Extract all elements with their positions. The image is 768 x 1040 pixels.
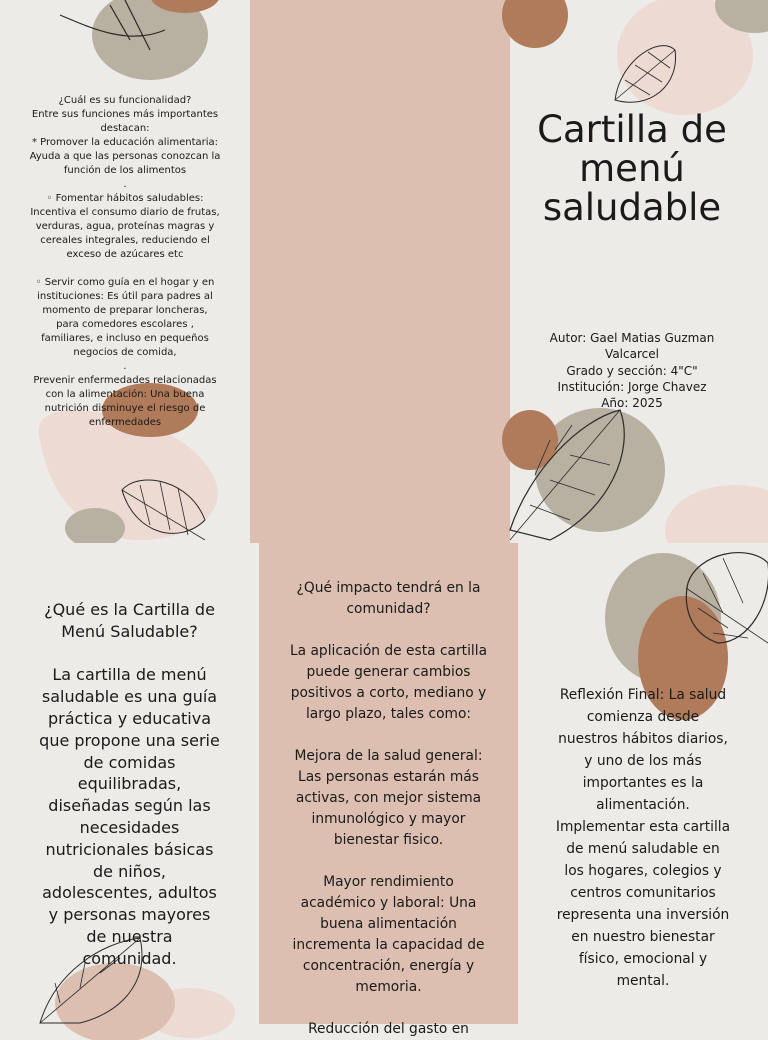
functions-line: cereales integrales, reduciendo el	[40, 235, 210, 246]
impact-line: Reducción del gasto en	[308, 1021, 469, 1037]
functions-line: función de los alimentos	[63, 165, 187, 176]
panel-blank-pink	[250, 0, 510, 543]
cover-grade: Grado y sección: 4"C"	[566, 363, 698, 378]
functions-line: * Promover la educación alimentaria:	[31, 137, 219, 148]
functions-line: instituciones: Es útil para padres al	[37, 291, 213, 302]
functions-line: para comedores escolares ,	[56, 319, 194, 330]
what-line: adolescentes, adultos	[42, 883, 217, 903]
cover-year: Año: 2025	[601, 396, 663, 411]
reflection-line: comienza desde	[586, 709, 700, 725]
functions-line: Ayuda a que las personas conozcan la	[29, 151, 221, 162]
reflection-line: los hogares, colegios y	[564, 863, 722, 879]
what-line: de nuestra	[86, 926, 173, 946]
what-heading: ¿Qué es la Cartilla de	[44, 600, 215, 619]
functions-line: verduras, agua, proteínas magras y	[35, 221, 215, 232]
what-line: que propone una serie	[39, 730, 220, 750]
what-line: comunidad.	[82, 948, 177, 968]
panel-what	[0, 543, 259, 1024]
what-line: práctica y educativa	[47, 708, 212, 728]
functions-line: Entre sus funciones más importantes	[31, 109, 219, 120]
functions-line: .	[123, 361, 127, 372]
functions-line: ◦ Fomentar hábitos saludables:	[46, 193, 204, 204]
impact-text	[269, 578, 508, 1040]
impact-line: positivos a corto, mediano y	[290, 685, 487, 701]
functions-line: Incentiva el consumo diario de frutas,	[30, 207, 220, 218]
impact-line: largo plazo, tales como:	[305, 706, 472, 722]
functions-line: .	[123, 179, 127, 190]
what-line: necesidades	[79, 817, 180, 837]
reflection-line: centros comunitarios	[570, 885, 716, 901]
functions-text	[15, 94, 235, 430]
cover-title	[510, 110, 754, 227]
impact-line: buena alimentación	[320, 916, 457, 932]
panel-functions	[0, 0, 250, 543]
reflection-line: representa una inversión	[556, 907, 730, 923]
impact-line: inmunológico y mayor	[311, 811, 466, 827]
reflection-line: de menú saludable en	[566, 841, 720, 857]
impact-line: Mejora de la salud general:	[294, 748, 483, 764]
reflection-line: mental.	[616, 973, 670, 989]
impact-line: Las personas estarán más	[298, 769, 479, 785]
functions-line: ◦ Servir como guía en el hogar y en	[35, 277, 215, 288]
impact-line: puede generar cambios	[306, 664, 471, 680]
what-text	[10, 599, 249, 970]
what-line: equilibradas,	[77, 774, 182, 794]
functions-line: enfermedades	[88, 417, 162, 428]
what-line: La cartilla de menú	[52, 665, 207, 685]
what-line: de comidas	[83, 752, 176, 772]
impact-line: memoria.	[355, 979, 422, 995]
functions-line: con la alimentación: Una buena	[45, 389, 205, 400]
cover-author: Autor: Gael Matias Guzman	[549, 331, 715, 345]
reflection-line: Reflexión Final: La salud	[559, 687, 727, 703]
impact-line: bienestar fisico.	[333, 832, 444, 848]
reflection-line: nuestros hábitos diarios,	[558, 731, 728, 747]
reflection-line: importantes es la	[582, 775, 704, 791]
reflection-line: físico, emocional y	[578, 951, 708, 967]
functions-line: exceso de azúcares etc	[66, 249, 184, 260]
functions-line: nutrición disminuye el riesgo de	[44, 403, 206, 414]
cover-title-line: saludable	[542, 186, 722, 229]
cover-author-cont: Valcarcel	[605, 347, 659, 362]
cover-meta	[510, 330, 754, 411]
panel-reflection	[518, 543, 768, 1024]
reflection-line: alimentación.	[596, 797, 690, 813]
what-line: y personas mayores	[48, 905, 211, 925]
decorative-leaves	[510, 0, 768, 543]
reflection-line: y uno de los más	[584, 753, 702, 769]
impact-line: activas, con mejor sistema	[295, 790, 482, 806]
cover-title-line: menú	[579, 147, 685, 190]
cover-institution: Institución: Jorge Chavez	[557, 379, 707, 394]
impact-line: incrementa la capacidad de	[292, 937, 485, 953]
what-line: nutricionales básicas	[45, 839, 214, 859]
impact-heading: ¿Qué impacto tendrá en la	[296, 580, 481, 596]
impact-line: académico y laboral: Una	[300, 895, 477, 911]
reflection-text	[528, 684, 758, 992]
functions-line: destacan:	[100, 123, 150, 134]
impact-line: La aplicación de esta cartilla	[289, 643, 488, 659]
what-line: diseñadas según las	[48, 796, 211, 816]
functions-line: negocios de comida,	[73, 347, 177, 358]
reflection-line: Implementar esta cartilla	[555, 819, 731, 835]
panel-impact	[259, 543, 518, 1037]
impact-heading: comunidad?	[346, 601, 431, 617]
cover-title-line: Cartilla de	[537, 108, 727, 151]
functions-line: momento de preparar loncheras,	[42, 305, 208, 316]
functions-line: Prevenir enfermedades relacionadas	[33, 375, 217, 386]
panel-cover	[510, 0, 768, 543]
reflection-line: en nuestro bienestar	[571, 929, 715, 945]
what-heading: Menú Saludable?	[61, 621, 198, 641]
functions-line: ¿Cuál es su funcionalidad?	[58, 95, 192, 106]
functions-line: familiares, e incluso en pequeños	[41, 333, 209, 344]
impact-line: concentración, energía y	[302, 958, 475, 974]
impact-line: Mayor rendimiento	[323, 874, 454, 890]
what-line: de niños,	[92, 861, 167, 881]
what-line: saludable es una guía	[41, 687, 218, 707]
